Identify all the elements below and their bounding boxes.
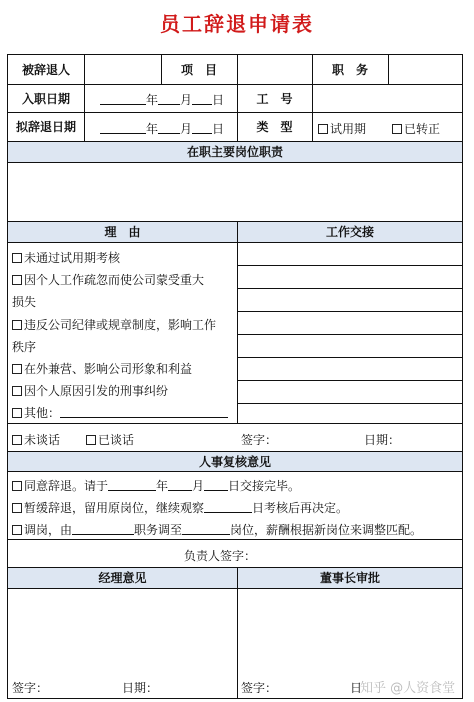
- checkbox-icon: [12, 320, 22, 330]
- dismiss-date-label: 拟辞退日期: [15, 120, 76, 134]
- dismissal-form: [7, 54, 463, 699]
- chairman-approval-header: 董事长审批: [319, 571, 380, 585]
- item-field[interactable]: [238, 55, 312, 84]
- manager-opinion-field[interactable]: [8, 589, 237, 669]
- duties-header: 在职主要岗位职责: [186, 145, 283, 159]
- reason-discipline-line2: 秩序: [12, 340, 37, 354]
- page-title: 员工辞退申请表: [160, 12, 314, 36]
- manager-opinion-header: 经理意见: [98, 571, 147, 585]
- chairman-sign-label: 签字：: [241, 681, 278, 695]
- checkbox-icon: [12, 503, 22, 513]
- reason-discipline-checkbox[interactable]: 违反公司纪律或规章制度，影响工作: [12, 316, 216, 333]
- reason-probation-checkbox[interactable]: 未通过试用期考核: [12, 249, 120, 266]
- job-number-field[interactable]: [313, 84, 462, 112]
- checkbox-icon: [12, 481, 22, 491]
- hr-sign-label: 负责人签字：: [184, 549, 257, 563]
- dismissed-person-label: 被辞退人: [21, 63, 70, 77]
- checkbox-icon: [12, 408, 22, 418]
- checkbox-icon: [12, 253, 22, 263]
- hr-review-header: 人事复核意见: [198, 454, 271, 469]
- dismissed-person-field[interactable]: [85, 55, 161, 84]
- checkbox-icon: [12, 364, 22, 374]
- reason-other-checkbox[interactable]: 其他：: [12, 404, 228, 421]
- entry-date-label: 入职日期: [21, 91, 70, 106]
- checkbox-icon: [318, 124, 328, 134]
- type-probation-checkbox[interactable]: 试用期: [318, 120, 366, 137]
- chairman-date-label: 日: [350, 681, 363, 695]
- reason-negligence-line2: 损失: [12, 295, 37, 309]
- chairman-approval-field[interactable]: [238, 589, 462, 669]
- handover-header: 工作交接: [325, 225, 374, 239]
- duties-field[interactable]: [8, 163, 462, 221]
- duty-field[interactable]: [389, 55, 462, 84]
- type-label: 类 型: [256, 120, 293, 134]
- reason-moonlighting-checkbox[interactable]: 在外兼营、影响公司形象和利益: [12, 360, 192, 377]
- manager-sign-label: 签字：: [12, 681, 49, 695]
- talked-checkbox[interactable]: 已谈话: [86, 431, 134, 448]
- talk-date-label: 日期：: [364, 433, 401, 447]
- entry-date-field[interactable]: 年 月 日: [100, 91, 224, 108]
- reason-header: 理 由: [104, 225, 141, 239]
- checkbox-icon: [12, 435, 22, 445]
- item-label: 项 目: [180, 63, 217, 77]
- hr-postpone-checkbox[interactable]: 暂缓辞退，留用原岗位，继续观察 日考核后再决定。: [12, 499, 348, 516]
- hr-approve-checkbox[interactable]: 同意辞退。请于 年 月 日交接完毕。: [12, 477, 300, 494]
- checkbox-icon: [12, 275, 22, 285]
- checkbox-icon: [12, 525, 22, 535]
- job-number-label: 工 号: [256, 91, 293, 106]
- duty-label: 职 务: [331, 63, 368, 77]
- dismiss-date-field[interactable]: 年 月 日: [100, 120, 224, 137]
- checkbox-icon: [86, 435, 96, 445]
- reason-negligence-checkbox[interactable]: 因个人工作疏忽而使公司蒙受重大: [12, 271, 204, 288]
- type-regular-checkbox[interactable]: 已转正: [392, 120, 440, 137]
- reason-criminal-checkbox[interactable]: 因个人原因引发的刑事纠纷: [12, 382, 168, 399]
- checkbox-icon: [12, 386, 22, 396]
- talk-sign-label: 签字：: [241, 433, 278, 447]
- watermark: 知乎 @人资食堂: [360, 681, 456, 696]
- manager-date-label: 日期：: [122, 681, 159, 695]
- checkbox-icon: [392, 124, 402, 134]
- not-talked-checkbox[interactable]: 未谈话: [12, 431, 60, 448]
- hr-transfer-checkbox[interactable]: 调岗，由 职务调至 岗位，薪酬根据新岗位来调整匹配。: [12, 521, 422, 538]
